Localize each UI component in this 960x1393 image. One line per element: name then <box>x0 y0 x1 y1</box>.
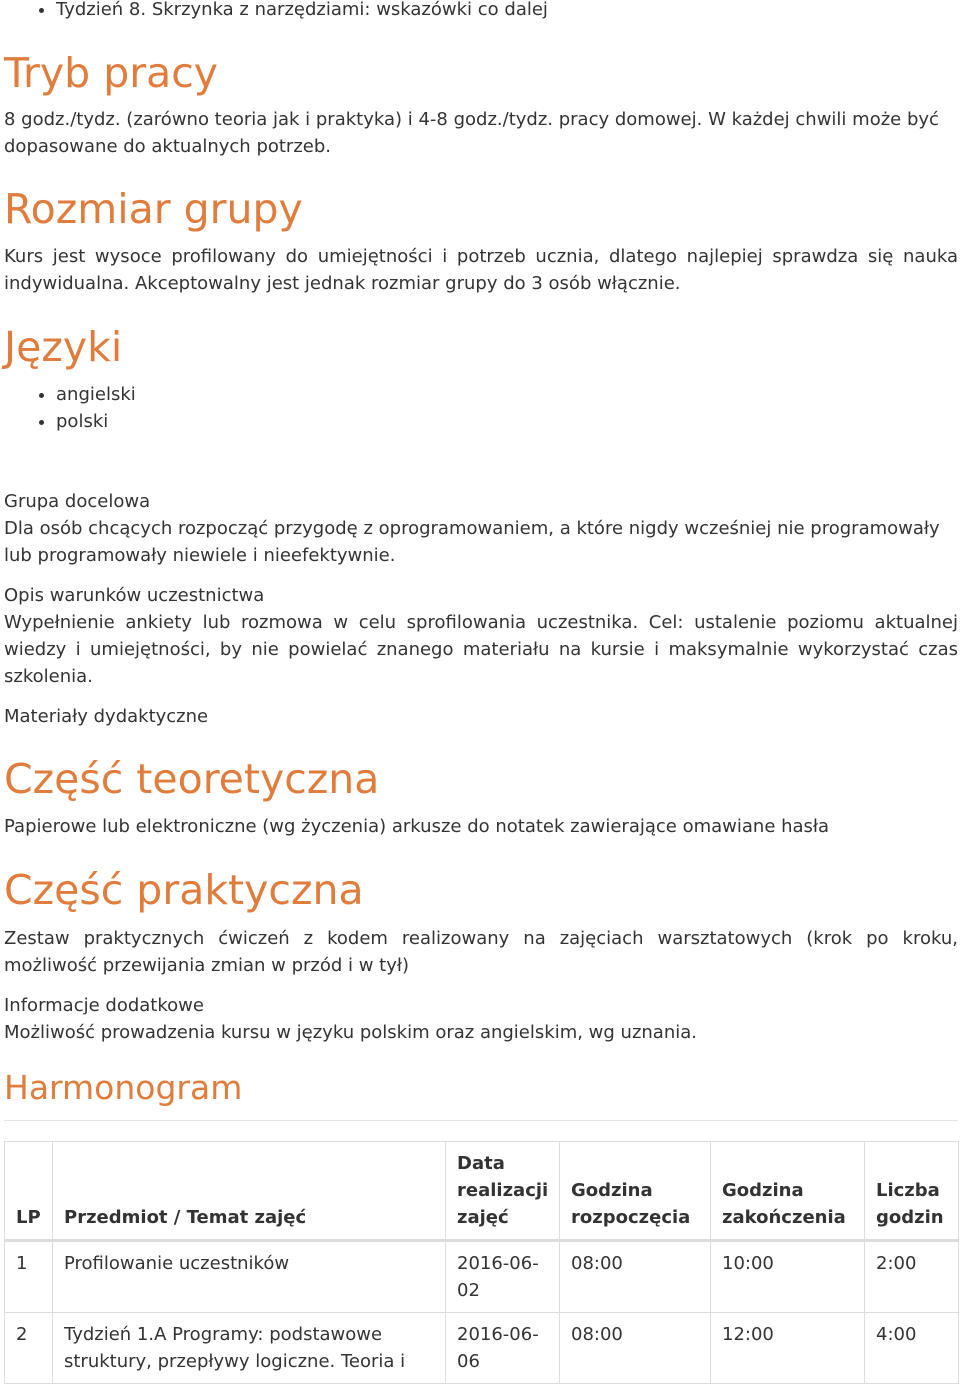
cell-start: 08:00 <box>560 1313 711 1384</box>
jezyki-list <box>4 381 960 435</box>
cell-lp: 1 <box>5 1241 53 1313</box>
cell-data: 2016-06-06 <box>446 1313 560 1384</box>
cell-start: 08:00 <box>560 1241 711 1313</box>
column-header-data: Data realizacji zajęć <box>446 1142 560 1241</box>
rozmiar-text-line2: indywidualna. Akceptowalny jest jednak rozmiar grupy do 3 osób włącznie. <box>4 273 681 294</box>
tryb-text-line1: 8 godz./tydz. (zarówno teoria jak i praktyka) i 4-8 godz./tydz. pracy domowej. W każdej chwili może być <box>4 109 939 130</box>
heading-czesc-praktyczna: Część praktyczna <box>4 866 364 914</box>
praktyka-text-line1: Zestaw praktycznych ćwiczeń z kodem realizowany na zajęciach warsztatowych (krok po kroku, <box>4 928 958 949</box>
list-item: • angielski <box>56 381 960 408</box>
cell-end: 10:00 <box>711 1241 865 1313</box>
cell-data: 2016-06-02 <box>446 1241 560 1313</box>
column-header-lp: LP <box>5 1142 53 1241</box>
praktyka-text-line2: możliwość przewijania zmian w przód i w tył) <box>4 955 410 976</box>
opis-text-line1: Wypełnienie ankiety lub rozmowa w celu sprofilowania uczestnika. Cel: ustalenie poziomu aktualnej <box>4 612 958 633</box>
list-item: • Tydzień 8. Skrzynka z narzędziami: wskazówki co dalej <box>56 0 960 23</box>
cell-end: 12:00 <box>711 1313 865 1384</box>
heading-rozmiar-grupy: Rozmiar grupy <box>4 185 303 233</box>
grupa-text-line1: Dla osób chcących rozpocząć przygodę z oprogramowaniem, a które nigdy wcześniej nie programowały <box>4 518 940 539</box>
info-text: Możliwość prowadzenia kursu w języku polskim oraz angielskim, wg uznania. <box>4 1022 697 1043</box>
heading-jezyki: Języki <box>4 323 123 371</box>
table-row <box>5 1313 959 1384</box>
cell-hours: 2:00 <box>865 1241 959 1313</box>
section-divider <box>4 1120 958 1121</box>
tryb-text-line2: dopasowane do aktualnych potrzeb. <box>4 136 332 157</box>
label-grupa-docelowa: Grupa docelowa <box>4 491 151 512</box>
column-header-start: Godzina rozpoczęcia <box>560 1142 711 1241</box>
opis-text-line2: wiedzy i umiejętności, by nie powielać znanego materiału na kursie i maksymalnie wykorzystać czas <box>4 639 958 660</box>
cell-hours: 4:00 <box>865 1313 959 1384</box>
table-header-row <box>5 1142 959 1241</box>
label-informacje-dodatkowe: Informacje dodatkowe <box>4 995 204 1016</box>
column-header-temat: Przedmiot / Temat zajęć <box>53 1142 446 1241</box>
label-materialy: Materiały dydaktyczne <box>4 706 209 727</box>
label-opis-warunkow: Opis warunków uczestnictwa <box>4 585 265 606</box>
heading-czesc-teoretyczna: Część teoretyczna <box>4 755 380 803</box>
opis-text-line3: szkolenia. <box>4 666 93 687</box>
list-item: • polski <box>56 408 960 435</box>
table-row <box>5 1241 959 1313</box>
harmonogram-table <box>4 1141 959 1384</box>
cell-lp: 2 <box>5 1313 53 1384</box>
column-header-end: Godzina zakończenia <box>711 1142 865 1241</box>
harmonogram-table-wrapper <box>4 1141 958 1384</box>
cell-temat: Tydzień 1.A Programy: podstawowe struktury, przepływy logiczne. Teoria i <box>53 1313 446 1384</box>
heading-harmonogram: Harmonogram <box>4 1068 243 1107</box>
rozmiar-text-line1: Kurs jest wysoce profilowany do umiejętności i potrzeb ucznia, dlatego najlepiej sprawdza się nauka <box>4 246 958 267</box>
heading-tryb-pracy: Tryb pracy <box>4 49 219 97</box>
cell-temat: Profilowanie uczestników <box>53 1241 446 1313</box>
top-list <box>4 0 960 23</box>
column-header-hours: Liczba godzin <box>865 1142 959 1241</box>
grupa-text-line2: lub programowały niewiele i nieefektywnie. <box>4 545 396 566</box>
teoria-text: Papierowe lub elektroniczne (wg życzenia) arkusze do notatek zawierające omawiane hasła <box>4 816 830 837</box>
